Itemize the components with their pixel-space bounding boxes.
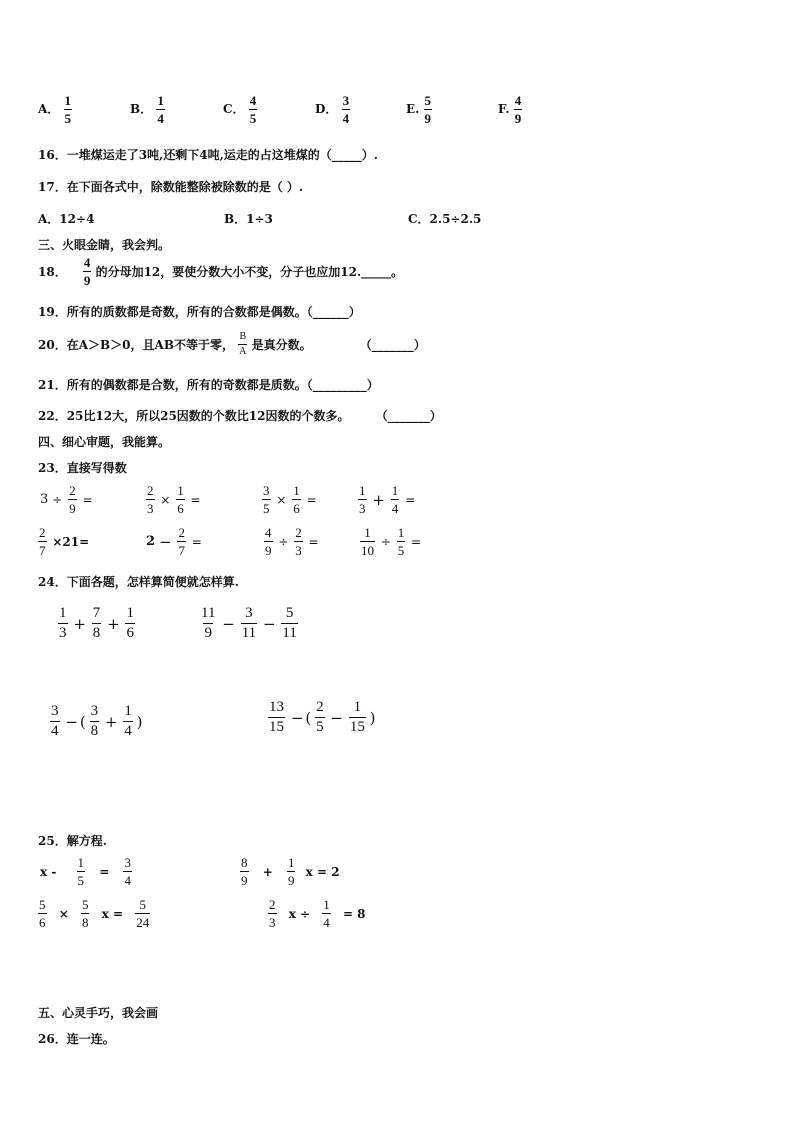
fraction: $\frac{3}{4}$ [124,855,131,888]
question-26: 26．连一连。 [38,1032,115,1046]
fraction: $\frac{2}{7}$ [178,525,185,558]
fraction: $\frac{1}{5}$ [77,855,84,888]
fraction: $\frac{5}{6}$ [39,897,46,930]
fraction: $\frac{1}{15}$ [349,699,365,735]
fraction: $\frac{1}{5}$ [397,525,405,558]
fraction: $\frac{5}{24}$ [136,897,150,930]
equation-25-2: $\frac{8}{9}$ + $\frac{1}{9}$ x = 2 [241,855,340,888]
fraction: $\frac{1}{6}$ [177,483,184,516]
q15-options [38,88,558,128]
fraction: $\frac{11}{9}$ [201,605,216,641]
question-18: 18． $\frac{4}{9}$ 的分母加12，要使分数大小不变，分子也应加12._____。 [38,255,404,288]
expr-24-4: $\frac{13}{15}$ − ( $\frac{2}{5}$ − $\frac{1}{15}$ ) [269,699,376,735]
fraction: $\frac{1}{4}$ [323,897,330,930]
expr-23-3: $\frac{3}{5}$ × $\frac{1}{6}$ = [263,483,317,516]
fraction: $\frac{1}{9}$ [287,855,295,888]
option-d: D． $\frac{3}{4}$ [315,93,350,126]
fraction: $\frac{4}{9}$ [265,525,272,558]
answer-blank[interactable]: _____ [361,264,392,279]
fraction: $\frac{1}{4}$ [391,483,399,516]
fraction: $\frac{13}{15}$ [269,699,284,735]
q17-option-a[interactable]: A．12÷4 [38,212,95,226]
fraction: $\frac{3}{11}$ [241,605,257,641]
question-23: 23．直接写得数 [38,461,127,475]
fraction: $\frac{1}{3}$ [59,605,67,641]
fraction: $\frac{2}{3}$ [147,483,154,516]
section-5-heading: 五、心灵手巧，我会画 [38,1006,159,1020]
expr-24-2: $\frac{11}{9}$ − $\frac{3}{11}$ − $\frac{5}{11}$ [201,605,297,641]
question-24: 24．下面各题，怎样算简便就怎样算. [38,575,239,589]
fraction: $\frac{1}{6}$ [126,605,134,641]
fraction: $\frac{4}{5}$ [249,93,257,126]
answer-blank[interactable]: _____ [331,148,362,162]
expr-23-6: 2 − $\frac{2}{7}$ = [146,525,202,558]
fraction: $\frac{2}{9}$ [69,483,76,516]
equation-25-1: x - $\frac{1}{5}$ = $\frac{3}{4}$ [40,855,131,888]
question-17: 17．在下面各式中，除数能整除被除数的是（ ）. [38,180,304,194]
fraction: $\frac{2}{3}$ [295,525,302,558]
q17-option-b[interactable]: B．1÷3 [224,212,273,226]
expr-23-5: $\frac{2}{7}$ ×21= [39,525,90,558]
fraction: $\frac{1}{4}$ [124,703,132,739]
option-c: C． $\frac{4}{5}$ [223,93,257,126]
fraction: $\frac{7}{8}$ [92,605,101,641]
equation-25-3: $\frac{5}{6}$ × $\frac{5}{8}$ x = $\frac{5}{24}$ [39,897,150,930]
expr-23-2: $\frac{2}{3}$ × $\frac{1}{6}$ = [147,483,201,516]
fraction: $\frac{3}{4}$ [342,93,350,126]
expr-23-1: 3 ÷ $\frac{2}{9}$ = [40,483,93,516]
fraction: $\frac{4}{9}$ [83,255,91,288]
fraction: $\frac{1}{10}$ [361,525,374,558]
fraction: $\frac{3}{5}$ [263,483,270,516]
question-25: 25．解方程. [38,834,107,848]
section-4-heading: 四、细心审题，我能算。 [38,435,171,449]
option-a: A． $\frac{1}{5}$ [38,93,71,126]
expr-23-8: $\frac{1}{10}$ ÷ $\frac{1}{5}$ = [361,525,422,558]
question-16: 16．一堆煤运走了3吨,还剩下4吨,运走的占这堆煤的（_____）. [38,148,378,162]
equation-25-4: $\frac{2}{3}$ x ÷ $\frac{1}{4}$ = 8 [269,897,366,930]
fraction: $\frac{3}{4}$ [51,703,59,739]
question-22: 22．25比12大，所以25因数的个数比12因数的个数多。 （_______） [38,409,442,423]
question-19: 19．所有的质数都是奇数，所有的合数都是偶数。（______） [38,305,361,319]
option-b: B． $\frac{1}{4}$ [130,93,164,126]
fraction: $\frac{5}{8}$ [81,897,89,930]
expr-24-1: $\frac{1}{3}$ + $\frac{7}{8}$ + $\frac{1}{6}$ [59,605,134,641]
q17-option-c[interactable]: C．2.5÷2.5 [408,212,482,226]
fraction: $\frac{2}{5}$ [316,699,324,735]
fraction: $\frac{2}{7}$ [39,525,46,558]
fraction: $\frac{3}{8}$ [90,703,99,739]
fraction: $\frac{4}{9}$ [514,93,522,126]
fraction: $\frac{1}{5}$ [64,93,71,126]
expr-23-4: $\frac{1}{3}$ + $\frac{1}{4}$ = [359,483,416,516]
fraction: $\frac{1}{4}$ [157,93,164,126]
option-f: F. $\frac{4}{9}$ [498,93,522,126]
fraction: $\frac{1}{3}$ [359,483,366,516]
fraction: $\frac{5}{9}$ [424,93,432,126]
fraction: $\frac{1}{6}$ [293,483,300,516]
answer-paren[interactable]: （_______） [375,409,442,423]
fraction: $\frac{5}{11}$ [282,605,297,641]
expr-23-7: $\frac{4}{9}$ ÷ $\frac{2}{3}$ = [265,525,319,558]
fraction: $\frac{8}{9}$ [241,855,248,888]
expr-24-3: $\frac{3}{4}$ − ( $\frac{3}{8}$ + $\frac{1}{4}$ ) [51,703,143,739]
question-21: 21．所有的偶数都是合数，所有的奇数都是质数。（_________） [38,378,379,392]
option-e: E. $\frac{5}{9}$ [406,93,432,126]
fraction: $\frac{2}{3}$ [269,897,276,930]
fraction: $\frac{B}{A}$ [239,331,247,357]
section-3-heading: 三、火眼金睛，我会判。 [38,238,171,252]
answer-paren[interactable]: （_______） [359,338,426,352]
question-20: 20．在A＞B＞0，且AB不等于零， $\frac{B}{A}$ 是真分数。 （_______） [38,331,426,357]
